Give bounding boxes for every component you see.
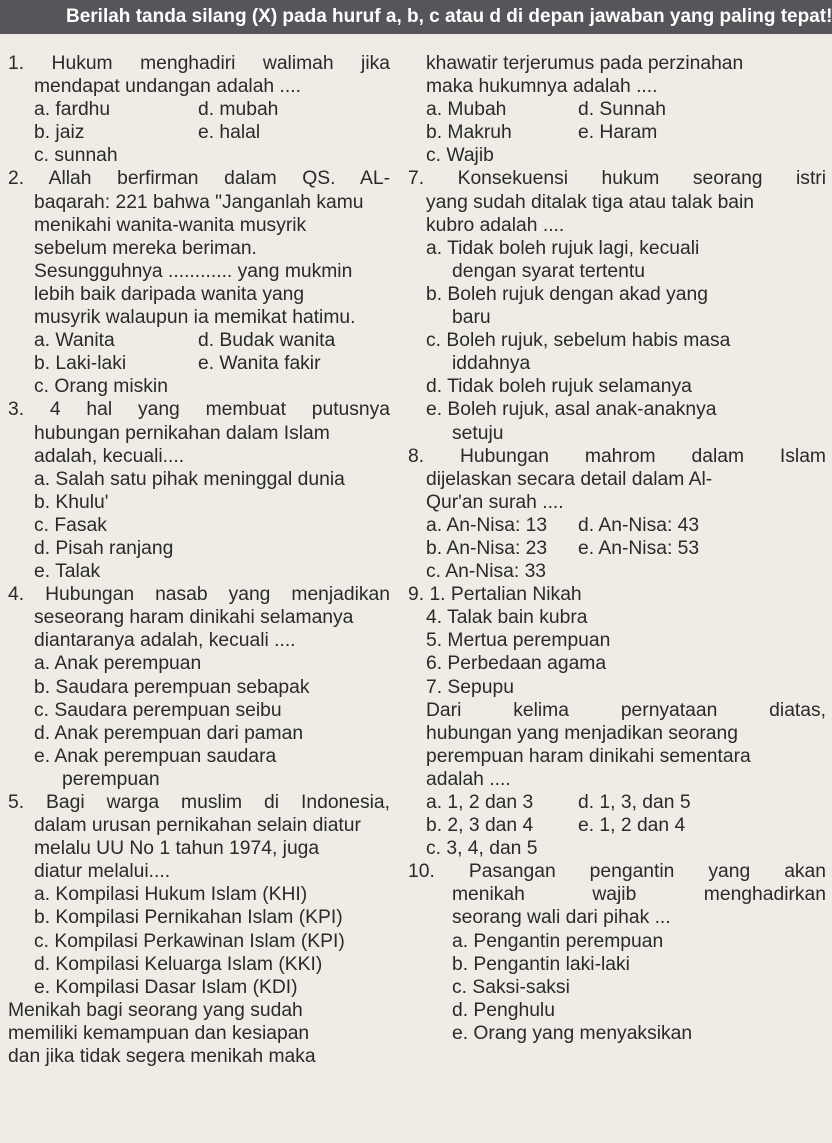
option-d[interactable]: d. An-Nisa: 43 xyxy=(578,514,700,536)
option-a[interactable]: a. Tidak boleh rujuk lagi, kecuali xyxy=(426,237,700,259)
question-2-stem: musyrik walaupun ia memikat hatimu. xyxy=(34,307,356,329)
question-6-stem: maka hukumnya adalah .... xyxy=(426,76,658,98)
question-10-stem: menikah wajib menghadirkan xyxy=(452,884,826,906)
question-6-stem: khawatir terjerumus pada perzinahan xyxy=(426,53,744,74)
option-b[interactable]: b. Laki-laki xyxy=(34,353,127,375)
question-7-stem: 7. Konsekuensi hukum seorang istri xyxy=(408,168,827,190)
option-b[interactable]: b. 2, 3 dan 4 xyxy=(426,815,534,837)
question-2-options xyxy=(8,329,390,352)
question-9-stem: perempuan haram dinikahi sementara xyxy=(426,745,751,767)
option-a[interactable]: a. Salah satu pihak meninggal dunia xyxy=(34,468,345,490)
question-10-stem: seorang wali dari pihak ... xyxy=(452,907,671,929)
option-e-continued: perempuan xyxy=(62,768,160,790)
question-1-stem: mendapat undangan adalah .... xyxy=(34,76,301,98)
option-b-continued: baru xyxy=(452,307,491,329)
question-2-stem: baqarah: 221 bahwa "Janganlah kamu xyxy=(34,191,364,213)
option-d[interactable]: d. Tidak boleh rujuk selamanya xyxy=(426,376,692,398)
option-b[interactable]: b. Saudara perempuan sebapak xyxy=(34,676,310,698)
option-e[interactable]: e. An-Nisa: 53 xyxy=(578,537,700,559)
option-e[interactable]: e. Orang yang menyaksikan xyxy=(452,1022,693,1044)
option-b[interactable]: b. jaiz xyxy=(34,122,85,144)
question-9-options xyxy=(408,791,826,814)
question-3-stem: adalah, kecuali.... xyxy=(34,445,185,467)
option-c[interactable]: c. 3, 4, dan 5 xyxy=(426,838,538,860)
option-a[interactable]: a. Kompilasi Hukum Islam (KHI) xyxy=(34,884,308,906)
option-d[interactable]: d. Anak perempuan dari paman xyxy=(34,722,304,744)
option-a[interactable]: a. Wanita xyxy=(34,330,115,352)
question-2-stem: 2. Allah berfirman dalam QS. AL- xyxy=(8,168,390,190)
option-a[interactable]: a. 1, 2 dan 3 xyxy=(426,792,534,813)
option-d[interactable]: d. 1, 3, dan 5 xyxy=(578,792,691,813)
option-c[interactable]: c. Boleh rujuk, sebelum habis masa xyxy=(426,330,731,352)
question-9-options xyxy=(408,814,826,837)
question-10-stem: 10. Pasangan pengantin yang akan xyxy=(408,861,826,883)
option-b[interactable]: b. Pengantin laki-laki xyxy=(452,953,630,975)
question-1-options xyxy=(8,121,390,144)
left-column xyxy=(8,52,390,1068)
question-2-stem: menikahi wanita-wanita musyrik xyxy=(34,214,307,236)
option-b[interactable]: b. An-Nisa: 23 xyxy=(426,537,548,559)
question-8-stem: dijelaskan secara detail dalam Al- xyxy=(426,468,713,490)
question-5-stem: melalu UU No 1 tahun 1974, juga xyxy=(34,838,320,860)
question-2-options xyxy=(8,352,390,375)
question-5-stem: 5. Bagi warga muslim di Indonesia, xyxy=(8,792,390,813)
question-9-stem: hubungan yang menjadikan seorang xyxy=(426,722,738,744)
option-a[interactable]: a. Anak perempuan xyxy=(34,653,202,675)
option-e[interactable]: e. Boleh rujuk, asal anak-anaknya xyxy=(426,399,717,421)
question-2-stem: sebelum mereka beriman. xyxy=(34,237,257,259)
question-6-options xyxy=(408,98,826,121)
option-c[interactable]: c. An-Nisa: 33 xyxy=(426,561,547,583)
option-e[interactable]: e. Kompilasi Dasar Islam (KDI) xyxy=(34,976,298,998)
option-a-continued: dengan syarat tertentu xyxy=(452,260,645,282)
option-d[interactable]: d. Penghulu xyxy=(452,999,555,1021)
option-e[interactable]: e. Anak perempuan saudara xyxy=(34,745,277,767)
option-b[interactable]: b. Khulu' xyxy=(34,491,109,513)
instruction-banner: Berilah tanda silang (X) pada huruf a, b, c atau d di depan jawaban yang paling tepat! xyxy=(0,0,832,34)
question-6-stem: Menikah bagi seorang yang sudah xyxy=(8,999,303,1021)
question-1-stem: 1. Hukum menghadiri walimah jika xyxy=(8,53,390,74)
option-d[interactable]: d. Pisah ranjang xyxy=(34,537,174,559)
option-d[interactable]: d. mubah xyxy=(198,99,279,121)
option-c[interactable]: c. Wajib xyxy=(426,145,494,167)
question-8-options xyxy=(408,537,826,560)
question-6-stem: dan jika tidak segera menikah maka xyxy=(8,1046,316,1068)
question-4-stem: 4. Hubungan nasab yang menjadikan xyxy=(8,584,391,606)
option-e[interactable]: e. 1, 2 dan 4 xyxy=(578,815,686,837)
question-8-stem: 8. Hubungan mahrom dalam Islam xyxy=(408,445,826,467)
question-3-stem: 3. 4 hal yang membuat putusnya xyxy=(8,399,391,421)
option-d[interactable]: d. Sunnah xyxy=(578,99,666,121)
question-8-options xyxy=(408,514,826,537)
question-8-stem: Qur'an surah .... xyxy=(426,491,564,513)
option-c[interactable]: c. Fasak xyxy=(34,514,107,536)
question-2-stem: Sesungguhnya ............ yang mukmin xyxy=(34,260,353,282)
option-b[interactable]: b. Makruh xyxy=(426,122,512,144)
question-4-stem: diantaranya adalah, kecuali .... xyxy=(34,630,296,652)
question-9-list: 9. 1. Pertalian Nikah xyxy=(408,584,582,606)
option-e[interactable]: e. Haram xyxy=(578,122,658,144)
option-c[interactable]: c. Saksi-saksi xyxy=(452,976,570,998)
question-9-list: 5. Mertua perempuan xyxy=(426,630,611,652)
option-c[interactable]: c. sunnah xyxy=(34,145,118,167)
question-9-list: 4. Talak bain kubra xyxy=(426,607,588,629)
question-5-stem: dalam urusan pernikahan selain diatur xyxy=(34,815,361,837)
question-9-stem: adalah .... xyxy=(426,768,511,790)
option-a[interactable]: a. Mubah xyxy=(426,99,507,121)
question-6-options xyxy=(408,121,826,144)
option-e[interactable]: e. Talak xyxy=(34,561,101,583)
question-7-stem: kubro adalah .... xyxy=(426,214,565,236)
option-e-continued: setuju xyxy=(452,422,504,444)
option-e[interactable]: e. Wanita fakir xyxy=(198,353,321,375)
option-a[interactable]: a. fardhu xyxy=(34,99,111,121)
option-d[interactable]: d. Kompilasi Keluarga Islam (KKI) xyxy=(34,953,323,975)
question-3-stem: hubungan pernikahan dalam Islam xyxy=(34,422,330,444)
option-c[interactable]: c. Saudara perempuan seibu xyxy=(34,699,282,721)
option-c[interactable]: c. Orang miskin xyxy=(34,376,168,398)
option-b[interactable]: b. Kompilasi Pernikahan Islam (KPI) xyxy=(34,907,343,929)
question-9-stem: Dari kelima pernyataan diatas, xyxy=(426,699,826,721)
question-1-options xyxy=(8,98,390,121)
right-column xyxy=(408,52,826,1045)
option-b[interactable]: b. Boleh rujuk dengan akad yang xyxy=(426,283,708,305)
question-9-list: 6. Perbedaan agama xyxy=(426,653,607,675)
question-7-stem: yang sudah ditalak tiga atau talak bain xyxy=(426,191,755,213)
option-d[interactable]: d. Budak wanita xyxy=(198,330,336,352)
question-4-stem: seseorang haram dinikahi selamanya xyxy=(34,607,354,629)
question-6-stem: memiliki kemampuan dan kesiapan xyxy=(8,1022,310,1044)
option-e[interactable]: e. halal xyxy=(198,122,261,144)
option-a[interactable]: a. An-Nisa: 13 xyxy=(426,514,548,536)
question-9-list: 7. Sepupu xyxy=(426,676,514,698)
option-c[interactable]: c. Kompilasi Perkawinan Islam (KPI) xyxy=(34,930,345,952)
question-2-stem: lebih baik daripada wanita yang xyxy=(34,283,305,305)
question-5-stem: diatur melalui.... xyxy=(34,861,171,883)
option-a[interactable]: a. Pengantin perempuan xyxy=(452,930,664,952)
option-c-continued: iddahnya xyxy=(452,353,531,375)
